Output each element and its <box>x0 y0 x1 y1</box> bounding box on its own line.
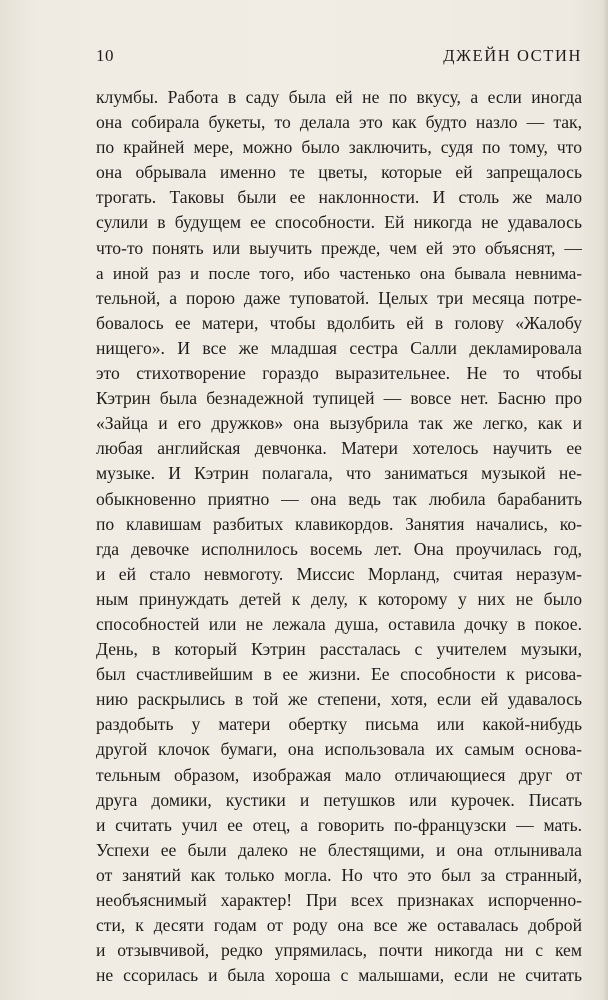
text-line: тельным образом, изображая мало отличающиеся друг от <box>96 764 582 785</box>
text-line: любая английская девчонка. Матери хотелось научить ее <box>96 438 582 459</box>
text-line: от занятий как только могла. Но что это был за странный, <box>96 864 582 885</box>
text-line: тельной, а порою даже туповатой. Целых три месяца потре- <box>96 287 582 308</box>
running-title: ДЖЕЙН ОСТИН <box>443 46 582 65</box>
text-line: сулили в будущем ее способности. Ей никогда не удавалось <box>96 212 582 233</box>
text-line: клумбы. Работа в саду была ей не по вкусу, а если иногда <box>96 87 582 107</box>
text-line: сти, к десяти годам от роду она все же оставалась доброй <box>96 915 582 936</box>
text-line: а иной раз и после того, ибо частенько она бывала невнима- <box>96 263 582 283</box>
text-line: что-то понять или выучить прежде, чем ей это объяснят, — <box>96 237 582 258</box>
text-line: по клавишам разбитых клавикордов. Занятия начались, ко- <box>96 513 582 534</box>
text-line: бовалось ее матери, чтобы вдолбить ей в голову «Жалобу <box>96 312 582 333</box>
text-line: «Зайца и его дружков» она вызубрила так же легко, как и <box>96 413 582 434</box>
text-line: она собирала букеты, то делала это как будто назло — так, <box>96 112 582 133</box>
text-line: это стихотворение гораздо выразительнее. Не то чтобы <box>96 363 582 384</box>
text-line: Успехи ее были далеко не блестящими, и она отлынивала <box>96 839 582 860</box>
text-line: по крайней мере, можно было заключить, судя по тому, что <box>96 137 582 158</box>
text-line: необъяснимый характер! При всех признаках испорченно- <box>96 890 582 910</box>
text-line: раздобыть у матери обертку письма или какой-нибудь <box>96 714 582 735</box>
text-line: Кэтрин была безнадежной тупицей — вовсе нет. Басню про <box>96 388 582 409</box>
text-line: музыке. И Кэтрин полагала, что заниматься музыкой не- <box>96 463 582 484</box>
page-number: 10 <box>96 46 114 65</box>
running-header <box>96 46 582 74</box>
text-line: способностей или не лежала душа, оставила дочку в покое. <box>96 613 582 634</box>
text-line: нищего». И все же младшая сестра Салли декламировала <box>96 337 582 358</box>
text-line: был счастливейшим в ее жизни. Ее способности к рисова- <box>96 664 582 685</box>
page-edge-shadow <box>602 0 608 1000</box>
text-line: ным принуждать детей к делу, к которому у них не было <box>96 588 582 609</box>
text-line: друга домики, кустики и петушков или курочек. Писать <box>96 789 582 810</box>
text-line: и отзывчивой, редко упрямилась, почти никогда ни с кем <box>96 940 582 961</box>
text-line: гда девочке исполнилось восемь лет. Она проучилась год, <box>96 538 582 559</box>
text-line: не ссорилась и была хороша с малышами, если не считать <box>96 965 582 986</box>
text-line: обыкновенно приятно — она ведь так любила барабанить <box>96 488 582 509</box>
text-line: нию раскрылись в той же степени, хотя, если ей удавалось <box>96 689 582 710</box>
text-line: День, в который Кэтрин рассталась с учителем музыки, <box>96 639 582 660</box>
text-line: трогать. Таковы были ее наклонности. И столь же мало <box>96 187 582 208</box>
text-line: она обрывала именно те цветы, которые ей запрещалось <box>96 162 582 183</box>
text-line: другой клочок бумаги, она использовала их самым основа- <box>96 739 582 760</box>
text-line: и считать учил ее отец, а говорить по-французски — мать. <box>96 814 582 835</box>
text-line: и ей стало невмоготу. Миссис Морланд, считая неразум- <box>96 563 582 584</box>
body-text <box>96 85 582 988</box>
